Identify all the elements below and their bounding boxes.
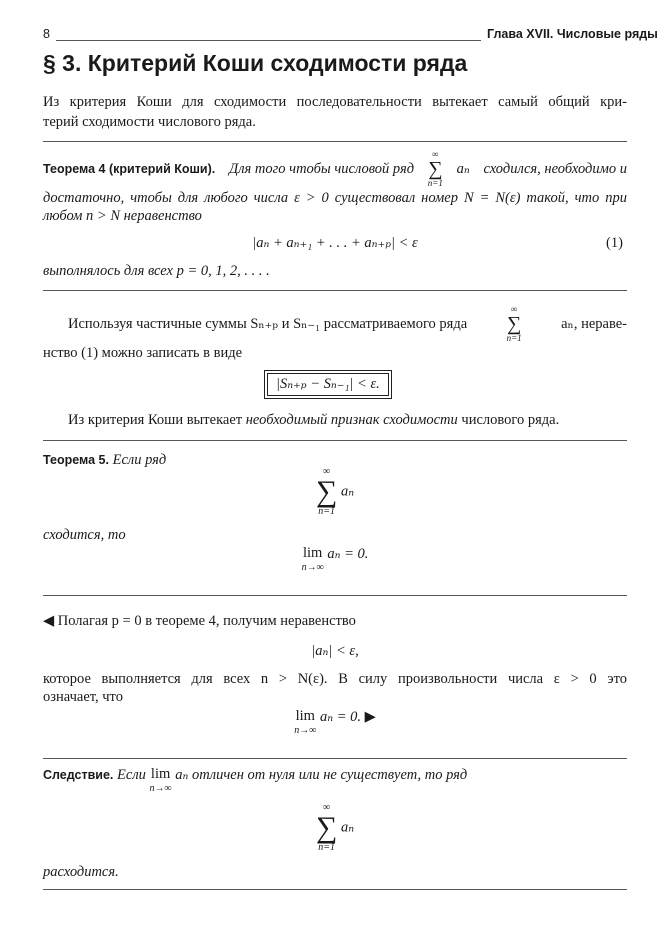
theorem-4-text-a: Для того чтобы числовой ряд xyxy=(228,160,415,177)
corollary-text-b: aₙ отличен от нуля или не существует, то ряд xyxy=(175,767,468,783)
theorem-4-line-4: выполнялось для всех p = 0, 1, 2, . . . . xyxy=(43,263,270,279)
proof-inequality: |aₙ| < ε, xyxy=(311,643,359,659)
sum-upper: ∞ xyxy=(510,304,518,314)
partial-sums-text-d: числового ряда. xyxy=(457,412,560,428)
corollary-line-1 xyxy=(43,767,467,794)
proof-line-2: которое выполняется для всех n > N(ε). В силу произвольности числа ε > 0 это xyxy=(43,671,627,687)
sum-lower: n=1 xyxy=(506,333,522,343)
page-number: 8 xyxy=(43,27,50,41)
lim-subscript: n→∞ xyxy=(294,724,317,736)
theorem-5-line-2: сходится, то xyxy=(43,527,126,543)
partial-sums-text-a: Используя частичные суммы Sₙ₊ₚ и Sₙ₋₁ рассматриваемого ряда xyxy=(68,315,468,332)
lim-word: lim xyxy=(295,708,315,724)
divider xyxy=(43,889,627,890)
divider xyxy=(43,595,627,596)
partial-sums-text-b: aₙ, нераве- xyxy=(561,315,627,332)
header-rule xyxy=(56,40,481,41)
formula-number: (1) xyxy=(606,235,623,251)
limit-operator xyxy=(294,709,316,736)
lim-word: lim xyxy=(150,766,171,782)
limit-expression: aₙ = 0. xyxy=(327,546,369,562)
necessary-condition-term: необходимый признак сходимости xyxy=(245,412,458,428)
lim-subscript: n→∞ xyxy=(301,561,324,573)
divider xyxy=(43,758,627,759)
proof-line-1: ◀ Полагая p = 0 в теореме 4, получим неравенство xyxy=(43,613,356,629)
divider xyxy=(43,141,627,142)
sigma-symbol: ∑ xyxy=(428,158,443,180)
corollary-last-line: расходится. xyxy=(43,864,119,880)
proof-limit xyxy=(43,709,627,736)
divider xyxy=(43,290,627,291)
limit-operator xyxy=(302,546,324,573)
sum-lower: n=1 xyxy=(427,178,443,188)
lim-subscript: n→∞ xyxy=(149,782,172,794)
theorem-5-series xyxy=(43,467,627,517)
proof-line-3: означает, что xyxy=(43,689,123,705)
cauchy-inequality: |aₙ + aₙ₊₁ + . . . + aₙ₊ₚ| < ε xyxy=(252,235,418,251)
running-head: Глава XVII. Числовые ряды xyxy=(487,27,658,41)
series-term: aₙ xyxy=(340,483,355,500)
sum-upper: ∞ xyxy=(323,466,331,477)
theorem-5-text-a: Если ряд xyxy=(112,452,167,468)
limit-operator xyxy=(150,767,172,794)
series-sum xyxy=(428,150,443,188)
series-sum xyxy=(507,305,522,343)
corollary-text-a: Если xyxy=(117,767,146,783)
sigma-symbol: ∑ xyxy=(315,475,338,508)
section-title: § 3. Критерий Коши сходимости ряда xyxy=(43,50,468,76)
intro-line-2: терий сходимости числового ряда. xyxy=(43,114,256,130)
theorem-4-line-2: достаточно, чтобы для любого числа ε > 0 существовал номер N = N(ε) такой, что при xyxy=(43,190,627,206)
theorem-4-text-b: сходился, необходимо и xyxy=(483,160,627,177)
sigma-symbol: ∑ xyxy=(507,313,522,335)
theorem-4-line-3: любом n > N неравенство xyxy=(43,208,202,224)
lim-word: lim xyxy=(302,545,323,561)
intro-line-1: Из критерия Коши для сходимости последовательности вытекает самый общий кри- xyxy=(43,94,627,110)
series-sum xyxy=(316,803,337,853)
sum-lower: n=1 xyxy=(318,842,335,853)
partial-sums-line-2: нство (1) можно записать в виде xyxy=(43,345,243,361)
partial-sums-line-1 xyxy=(68,305,627,343)
partial-sums-text-c: Из критерия Коши вытекает xyxy=(68,412,246,428)
sum-lower: n=1 xyxy=(318,506,335,517)
theorem-5-label: Теорема 5. xyxy=(43,453,109,467)
sum-upper: ∞ xyxy=(432,149,439,159)
series-sum xyxy=(316,467,337,517)
partial-sums-line-3 xyxy=(68,412,559,429)
theorem-4-label: Теорема 4 (критерий Коши). xyxy=(43,162,216,176)
theorem-5-limit xyxy=(43,546,627,573)
boxed-inequality: |Sₙ₊ₚ − Sₙ₋₁| < ε. xyxy=(267,373,389,396)
limit-expression: aₙ = 0. ▶ xyxy=(319,709,376,725)
sum-upper: ∞ xyxy=(323,802,331,813)
sigma-symbol: ∑ xyxy=(315,811,338,844)
series-term: aₙ xyxy=(340,819,355,836)
divider xyxy=(43,440,627,441)
corollary-series xyxy=(43,803,627,853)
corollary-label: Следствие. xyxy=(43,768,114,782)
series-term: aₙ xyxy=(456,160,470,177)
theorem-4-line-1 xyxy=(43,150,627,188)
